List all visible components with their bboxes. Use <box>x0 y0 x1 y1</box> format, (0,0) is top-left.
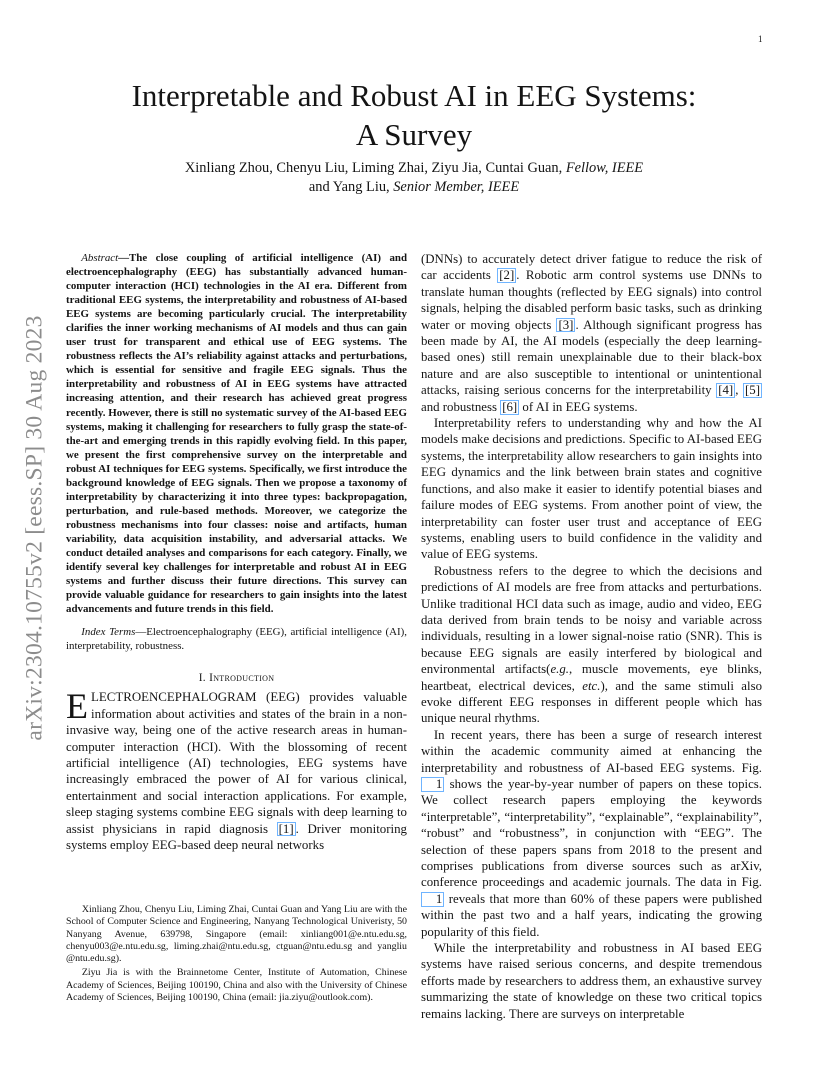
author-list <box>60 159 768 197</box>
citation-link[interactable]: [4] <box>718 383 734 398</box>
section-title: Introduction <box>209 672 275 685</box>
arxiv-stamp <box>20 283 50 773</box>
citation-link[interactable]: [2] <box>499 268 515 283</box>
section-number: I. <box>198 672 206 685</box>
author-line-1 <box>60 159 768 178</box>
author-names-2: and Yang Liu, <box>308 179 390 195</box>
figure-link[interactable]: 1 <box>421 777 444 792</box>
footnote-2: Ziyu Jia is with the Brainnetome Center, Institute of Automation, Chinese Academy of Sciences, Beijing 100190, China and also with the University of Chinese Academy of Sciences, Beijing 100190, China (email: jia.ziyu@outlook.com). <box>66 967 407 1003</box>
figure-link[interactable]: 1 <box>421 892 444 907</box>
abstract-text: The close coupling of artificial intelligence (AI) and electroencephalography (EEG) has substantially advanced human-computer interaction (HCI) technologies in the AI era. Different from traditional EEG systems, the interpretability and robustness of AI-based EEG systems are becoming particularly crucial. The interpretability clarifies the inner working mechanisms of AI models and thus can gain user trust for transparent and ethical use of EEG systems. The robustness reflects the AI’s reliability against attacks and perturbations, which is essential for sensitive and fragile EEG signals. Thus the interpretability and robustness of AI in EEG systems have attracted increasing attention, and their research has achieved great progress recently. However, there is still no systematic survey of the AI-based EEG systems, making it challenging for researchers to fully grasp the state-of-the-art and emerging trends in this rapidly evolving field. In this paper, we present the first comprehensive survey on the interpretable and robust AI techniques for EEG systems. Specifically, we first introduce the background knowledge of EEG signals. Then we propose a taxonomy of interpretability by characterizing it into three types: backpropagation, perturbation, and rule-based methods. Moreover, we categorize the robustness mechanisms into four classes: noise and artifacts, human variability, data acquisition instability, and adversarial attacks. We conduct detailed analyses and comparisons for each category. Finally, we identify several key challenges for interpretable and robust AI in EEG systems and further discuss their future directions. This survey can provide valuable guidance for researchers to gain insights into the latest advancements and future trends in this field. <box>66 252 407 616</box>
arxiv-stamp-text: arXiv:2304.10755v2 [eess.SP] 30 Aug 2023 <box>21 315 48 741</box>
index-terms-label: Index Terms <box>81 626 136 639</box>
intro-paragraph-3: Robustness refers to the degree to which the decisions and predictions of AI models are free from attacks and perturbations. Unlike traditional HCI data such as image, audio and video, EEG data derived from brain tends to be noisy and variable across individuals, resulting in a lower signal-noise ratio (SNR). This is because EEG signals are easily interfered by biological and environmental artifacts(e.g., muscle movements, eye blinks, heartbeat, electrical devices, etc.), and the same stimuli also evoke different EEG responses in different people which has unique neural rhythms. <box>421 563 762 726</box>
author-role-1: Fellow, IEEE <box>565 160 644 176</box>
author-role-2: Senior Member, IEEE <box>393 179 520 195</box>
section-heading <box>66 672 407 684</box>
intro-paragraph-4: In recent years, there has been a surge of research interest within the academic community aimed at enhancing the interpretability and robustness of AI-based EEG systems. Fig. 1 shows the year-by-year number of papers on these topics. We collect research papers employing the keywords “interpretable”, “interpretability”, “explainable”, “explainability”, “robust” and “robustness”, in conjunction with “EEG”. The selection of these papers spans from 2018 to the present and comprises publications from diverse sources such as arXiv, conference proceedings and academic journals. The data in Fig. 1 reveals that more than 60% of these papers were published within the past two and a half years, indicating the growing popularity of this field. <box>421 727 762 939</box>
abstract-label: Abstract <box>81 252 119 264</box>
title-line-1: Interpretable and Robust AI in EEG Systems: <box>131 78 697 113</box>
author-line-2 <box>60 178 768 197</box>
index-terms-text: Electroencephalography (EEG), artificial intelligence (AI), interpretability, robustness. <box>66 626 408 653</box>
index-terms: Index Terms—Electroencephalography (EEG), artificial intelligence (AI), interpretability, robustness. <box>66 626 408 653</box>
citation-link[interactable]: [3] <box>558 317 574 332</box>
page-number: 1 <box>758 34 763 44</box>
intro-paragraph-1-cont: (DNNs) to accurately detect driver fatigue to reduce the risk of car accidents [2] . Robotic arm control systems use DNNs to translate human thoughts (reflected by EEG signals) into control signals, helping the disabled perform basic tasks, such as drinking water or moving objects [3] . Although significant progress has been made by AI, the AI models (especially the deep learning-based ones) still remain unexplainable due to their black-box nature and are also susceptible to intentional or unintentional attacks, raising serious concerns for the interpretability [4] , [5] and robustness [6] of AI in EEG systems. <box>421 252 762 414</box>
paper-title <box>60 76 768 154</box>
citation-link[interactable]: [6] <box>502 399 518 414</box>
left-column <box>66 251 407 853</box>
abstract: Abstract—The close coupling of artificial intelligence (AI) and electroencephalography (EEG) has substantially advanced human-computer interaction (HCI) technologies in the AI era. Different from traditional EEG systems, the interpretability and robustness of AI-based EEG systems are becoming particularly crucial. The interpretability clarifies the inner working mechanisms of AI models and thus can gain user trust for transparent and ethical use of EEG systems. The robustness reflects the AI’s reliability against attacks and perturbations, which is essential for sensitive and fragile EEG signals. Thus the interpretability and robustness of AI in EEG systems have attracted increasing attention, and their research has achieved great progress recently. However, there is still no systematic survey of the AI-based EEG systems, making it challenging for researchers to fully grasp the state-of-the-art and emerging trends in this rapidly evolving field. In this paper, we present the first comprehensive survey on the interpretable and robust AI techniques for EEG systems. Specifically, we first introduce the background knowledge of EEG signals. Then we propose a taxonomy of interpretability by characterizing it into three types: backpropagation, perturbation, and rule-based methods. Moreover, we categorize the robustness mechanisms into four classes: noise and artifacts, human variability, data acquisition instability, and adversarial attacks. We conduct detailed analyses and comparisons for each category. Finally, we identify several key challenges for interpretable and robust AI in EEG systems and further discuss their future directions. This survey can provide valuable guidance for researchers to gain insights into the latest advancements and future trends in this field. <box>66 252 407 616</box>
right-column <box>421 251 762 1022</box>
drop-cap: E <box>66 686 88 727</box>
title-line-2: A Survey <box>355 117 473 152</box>
intro-paragraph-1: ELECTROENCEPHALOGRAM (EEG) provides valuable information about activities and states of the brain in a non-invasive way, being one of the active research areas in human-computer interaction (HCI). With the blossoming of recent artificial intelligence (AI) technologies, EEG systems have increasingly embraced the power of AI for various clinical, entertainment and social interaction applications. For example, sleep staging systems combine EEG signals with deep learning to assist physicians in rapid diagnosis [1] . Driver monitoring systems employ EEG-based deep neural networks <box>66 686 407 852</box>
citation-link[interactable]: [1] <box>278 821 294 836</box>
intro-left <box>66 686 407 853</box>
author-names-1: Xinliang Zhou, Chenyu Liu, Liming Zhai, Ziyu Jia, Cuntai Guan, <box>184 160 563 176</box>
intro-paragraph-5: While the interpretability and robustness in AI based EEG systems have raised serious concerns, and despite tremendous efforts made by researchers to address them, an exhaustive survey summarizing the state of knowledge on these two critical topics remains lacking. There are surveys on interpretable <box>421 941 762 1021</box>
footnote-1: Xinliang Zhou, Chenyu Liu, Liming Zhai, Cuntai Guan and Yang Liu are with the School of Computer Science and Engineering, Nanyang Technological Univeristy, 50 Nanyang Avenue, 639798, Singapore (email: xinliang001@e.ntu.edu.sg, chenyu003@e.ntu.edu.sg, liming.zhai@ntu.edu.sg, ctguan@ntu.edu.sg and yangliu @ntu.edu.sg). <box>66 904 407 964</box>
intro-paragraph-2: Interpretability refers to understanding why and how the AI models make decisions and predictions. Specific to AI-based EEG systems, the interpretability allow researchers to gain insights into EEG dynamics and the link between brain states and cognitive functions, and also make it easier to identify potential biases and failure modes of EEG systems. From another point of view, the interpretability can foster user trust and acceptance of EEG systems, enabling users to build confidence in the validity and value of EEG systems. <box>421 416 762 562</box>
citation-link[interactable]: [5] <box>745 383 761 398</box>
footnotes <box>66 904 407 1004</box>
